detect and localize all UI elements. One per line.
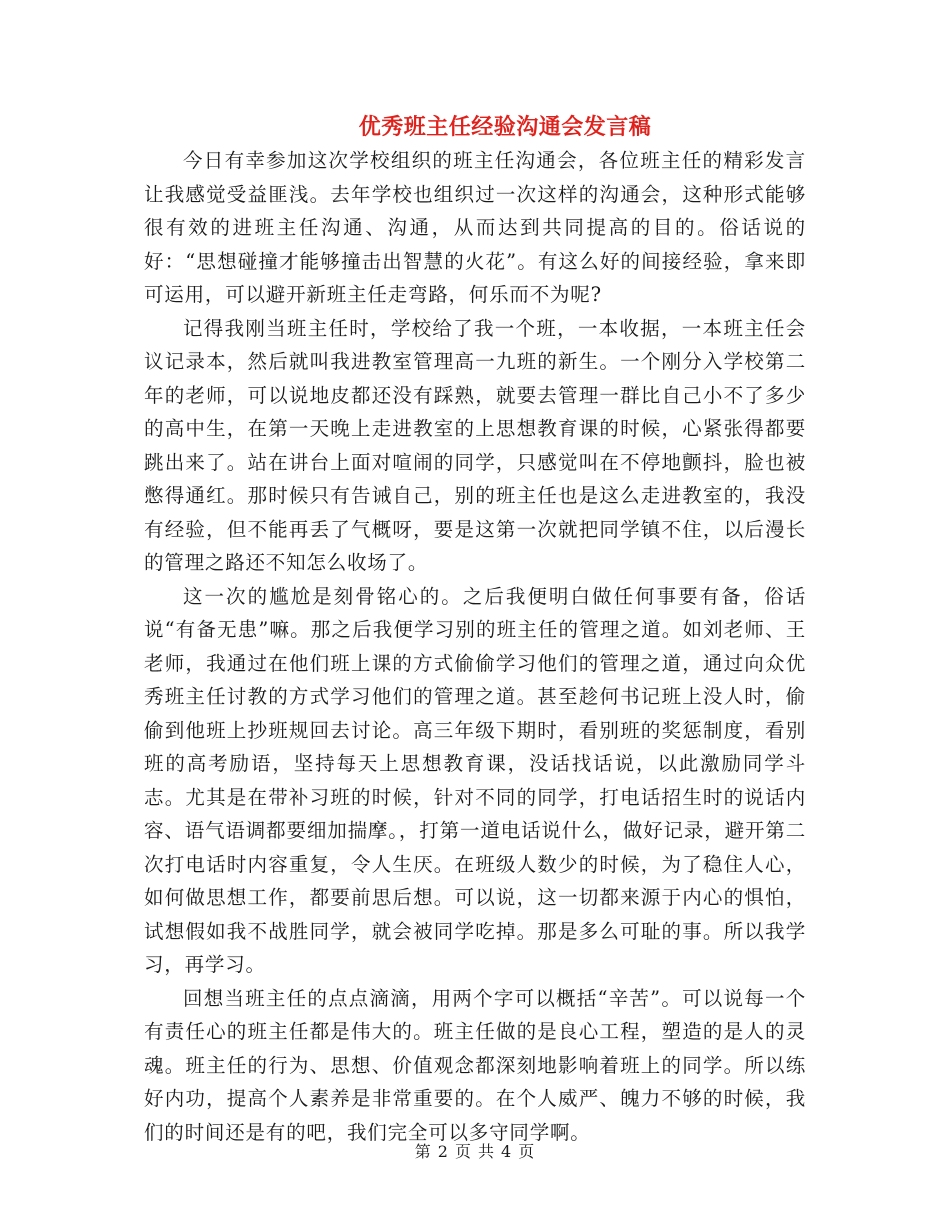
footer-total-unit: 页 [518,1142,536,1161]
footer-current-page: 2 [437,1142,449,1161]
paragraph-2: 记得我刚当班主任时，学校给了我一个班，一本收据，一本班主任会议记录本，然后就叫我进教室管理高一九班的新生。一个刚分入学校第二年的老师，可以说地皮都还没有踩熟，就要去管理一群比自己小不了多少的高中生，在第一天晚上走进教室的上思想教育课的时候，心紧张得都要跳出来了。站在讲台上面对喧闹的同学，只感觉叫在不停地颤抖，脸也被憋得通红。那时候只有告诫自己，别的班主任也是这么走进教室的，我没有经验，但不能再丢了气概呀，要是这第一次就把同学镇不住，以后漫长的管理之路还不知怎么收场了。 [144,316,806,574]
footer-total-pages: 4 [501,1142,513,1161]
page-footer [0,1141,950,1163]
footer-total-prefix: 共 [478,1142,496,1161]
paragraph-1: 今日有幸参加这次学校组织的班主任沟通会，各位班主任的精彩发言让我感觉受益匪浅。去年学校也组织过一次这样的沟通会，这种形式能够很有效的进班主任沟通、沟通，从而达到共同提高的目的。俗话说的好：“思想碰撞才能够撞击出智慧的火花”。有这么好的间接经验，拿来即可运用，可以避开新班主任走弯路，何乐而不为呢? [144,149,806,306]
document-title: 优秀班主任经验沟通会发言稿 [358,114,652,140]
footer-prefix: 第 [414,1142,432,1161]
document-body [144,144,806,1149]
footer-page-unit: 页 [454,1142,472,1161]
paragraph-3: 这一次的尴尬是刻骨铭心的。之后我便明白做任何事要有备，俗话说“有备无患”嘛。那之后我便学习别的班主任的管理之道。如刘老师、王老师，我通过在他们班上课的方式偷偷学习他们的管理之道，通过向众优秀班主任讨教的方式学习他们的管理之道。甚至趁何书记班上没人时，偷偷到他班上抄班规回去讨论。高三年级下期时，看别班的奖惩制度，看别班的高考励语，坚持每天上思想教育课，没话找话说，以此激励同学斗志。尤其是在带补习班的时候，针对不同的同学，打电话招生时的说话内容、语气语调都要细加揣摩。，打第一道电话说什么，做好记录，避开第二次打电话时内容重复，令人生厌。在班级人数少的时候，为了稳住人心，如何做思想工作，都要前思后想。可以说，这一切都来源于内心的惧怕，试想假如我不战胜同学，就会被同学吃掉。那是多么可耻的事。所以我学习，再学习。 [144,584,806,976]
paragraph-4: 回想当班主任的点点滴滴，用两个字可以概括“辛苦”。可以说每一个有责任心的班主任都是伟大的。班主任做的是良心工程，塑造的是人的灵魂。班主任的行为、思想、价值观念都深刻地影响着班上的同学。所以练好内功，提高个人素养是非常重要的。在个人威严、魄力不够的时候，我们的时间还是有的吧，我们完全可以多守同学啊。 [144,986,806,1144]
